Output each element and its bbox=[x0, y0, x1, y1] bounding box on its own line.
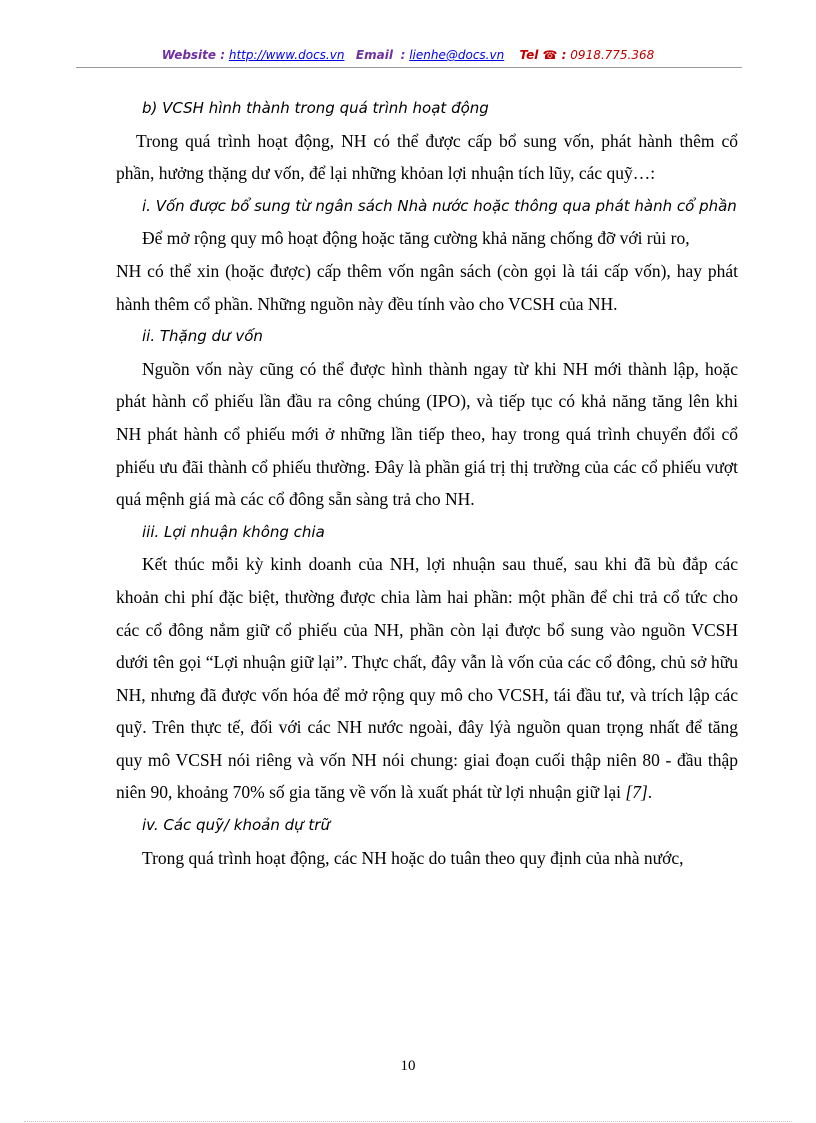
item2-heading: ii. Thặng dư vốn bbox=[142, 327, 263, 346]
item3-heading: iii. Lợi nhuận không chia bbox=[142, 522, 325, 541]
item1-paragraph-2: NH có thể xin (hoặc được) cấp thêm vốn ngân sách (còn gọi là tái cấp vốn), hay phát hành thêm cổ phần. Những nguồn này đều tính vào cho VCSH của NH. bbox=[116, 260, 738, 314]
item1-paragraph-1: Để mở rộng quy mô hoạt động hoặc tăng cường khả năng chống đỡ với rủi ro, bbox=[142, 228, 690, 249]
tel-number: 0918.775.368 bbox=[570, 48, 655, 62]
item1-heading: i. Vốn được bổ sung từ ngân sách Nhà nước hoặc thông qua phát hành cổ phần bbox=[142, 196, 737, 215]
section-title: b) VCSH hình thành trong quá trình hoạt động bbox=[142, 99, 489, 117]
email-link[interactable]: lienhe@docs.vn bbox=[409, 48, 505, 62]
email-colon: : bbox=[400, 48, 406, 62]
tel-label: Tel ☎ : bbox=[519, 48, 567, 62]
footer-divider bbox=[24, 1121, 792, 1122]
item3-citation: [7] bbox=[625, 782, 648, 803]
item3-text: Kết thúc mỗi kỳ kinh doanh của NH, lợi nhuận sau thuế, sau khi đã bù đắp các khoản chi phí đặc biệt, thường được chia làm hai phần: một phần để chi trả cổ tức cho các cổ đông nắm giữ cổ phiếu của NH, phần còn lại được bổ sung vào nguồn VCSH dưới tên gọi “Lợi nhuận giữ lại”. Thực chất, đây vẫn là vốn của các cổ đông, chủ sở hữu NH, nhưng đã được vốn hóa để mở rộng quy mô cho VCSH, tái đầu tư, và trích lập các quỹ. Trên thực tế, đối với các NH nước ngoài, đây lýà nguồn quan trọng nhất để tăng quy mô VCSH nói riêng và vốn NH nói chung: giai đoạn cuối thập niên 80 - đầu thập niên 90, khoảng 70% số gia tăng về vốn là xuất phát từ lợi nhuận giữ lại bbox=[116, 554, 738, 803]
page-number: 10 bbox=[400, 1058, 416, 1074]
item4-heading: iv. Các quỹ/ khoản dự trữ bbox=[142, 816, 330, 835]
page-header bbox=[0, 48, 816, 62]
item4-paragraph: Trong quá trình hoạt động, các NH hoặc do tuân theo quy định của nhà nước, bbox=[142, 847, 684, 868]
email-label: Email bbox=[355, 48, 393, 62]
document-body bbox=[116, 92, 738, 874]
website-link[interactable]: http://www.docs.vn bbox=[228, 48, 345, 62]
item3-paragraph bbox=[116, 548, 738, 809]
item3-period: . bbox=[647, 782, 653, 803]
website-label: Website : bbox=[161, 48, 226, 62]
header-divider bbox=[76, 67, 742, 68]
item2-paragraph: Nguồn vốn này cũng có thể được hình thành ngay từ khi NH mới thành lập, hoặc phát hành cổ phiếu lần đầu ra công chúng (IPO), và tiếp tục có khả năng tăng lên khi NH phát hành cổ phiếu mới ở những lần tiếp theo, hay trong quá trình chuyển đổi cổ phiếu ưu đãi thành cổ phiếu thường. Đây là phần giá trị thị trường của các cổ phiếu vượt quá mệnh giá mà các cổ đông sẵn sàng trả cho NH. bbox=[116, 358, 738, 510]
intro-paragraph: Trong quá trình hoạt động, NH có thể được cấp bổ sung vốn, phát hành thêm cổ phần, hưởng thặng dư vốn, để lại những khỏan lợi nhuận tích lũy, các quỹ…: bbox=[116, 130, 738, 184]
